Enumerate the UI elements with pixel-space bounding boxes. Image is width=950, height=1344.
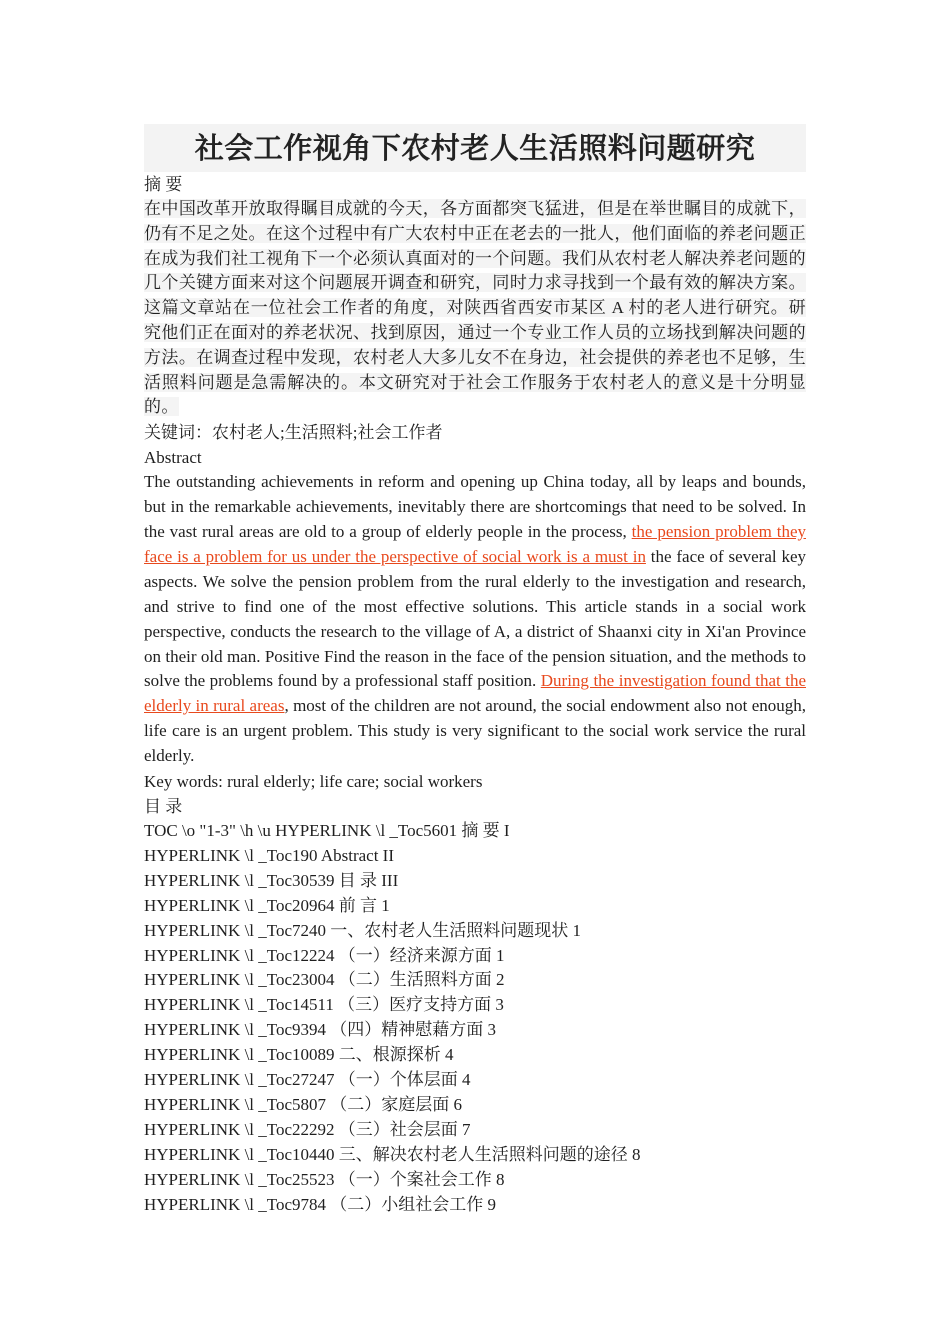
toc-entry[interactable]: HYPERLINK \l _Toc23004 （二）生活照料方面 2 bbox=[144, 970, 505, 990]
toc-entry[interactable]: HYPERLINK \l _Toc22292 （三）社会层面 7 bbox=[144, 1119, 471, 1139]
toc-entry[interactable]: HYPERLINK \l _Toc14511 （三）医疗支持方面 3 bbox=[144, 995, 504, 1015]
toc-entry[interactable]: HYPERLINK \l _Toc10089 二、根源探析 4 bbox=[144, 1045, 454, 1065]
abstract-cn-heading: 摘 要 bbox=[144, 175, 183, 194]
document-title: 社会工作视角下农村老人生活照料问题研究 bbox=[144, 124, 806, 172]
keywords-en: Key words: rural elderly; life care; social workers bbox=[144, 772, 483, 792]
toc-entry[interactable]: HYPERLINK \l _Toc25523 （一）个案社会工作 8 bbox=[144, 1169, 505, 1189]
toc-entry[interactable]: HYPERLINK \l _Toc27247 （一）个体层面 4 bbox=[144, 1070, 471, 1090]
toc-entry[interactable]: HYPERLINK \l _Toc5807 （二）家庭层面 6 bbox=[144, 1095, 463, 1115]
toc-entry[interactable]: HYPERLINK \l _Toc30539 目 录 III bbox=[144, 870, 399, 890]
abstract-en-part3: , most of the children are not around, the social endowment also not enough, life care is an urgent problem. This study is very significant to the social work service the rural elderly. bbox=[144, 696, 806, 766]
keywords-cn: 关键词：农村老人;生活照料;社会工作者 bbox=[144, 423, 443, 443]
abstract-en-text bbox=[144, 470, 806, 769]
abstract-en-highlight-2[interactable]: During the investigation found that the elderly in rural areas bbox=[144, 671, 806, 716]
toc-entry[interactable]: TOC \o "1-3" \h \u HYPERLINK \l _Toc5601 摘 要 I bbox=[144, 821, 510, 841]
toc-entry[interactable]: HYPERLINK \l _Toc190 Abstract II bbox=[144, 845, 394, 865]
toc-entry[interactable]: HYPERLINK \l _Toc9394 （四）精神慰藉方面 3 bbox=[144, 1020, 497, 1040]
abstract-cn-body: 在中国改革开放取得瞩目成就的今天，各方面都突飞猛进，但是在举世瞩目的成就下，仍有不足之处。在这个过程中有广大农村中正在老去的一批人，他们面临的养老问题正在成为我们社工视角下一个必须认真面对的一个问题。我们从农村老人解决养老问题的几个关键方面来对这个问题展开调查和研究，同时力求寻找到一个最有效的解决方案。这篇文章站在一位社会工作者的角度，对陕西省西安市某区 A 村的老人进行研究。研究他们正在面对的养老状况、找到原因，通过一个专业工作人员的立场找到解决问题的方法。在调查过程中发现，农村老人大多儿女不在身边，社会提供的养老也不足够，生活照料问题是急需解决的。本文研究对于社会工作服务于农村老人的意义是十分明显的。 bbox=[144, 199, 806, 417]
abstract-cn-text bbox=[144, 197, 806, 420]
toc-entry[interactable]: HYPERLINK \l _Toc20964 前 言 1 bbox=[144, 895, 390, 915]
toc-entry[interactable]: HYPERLINK \l _Toc9784 （二）小组社会工作 9 bbox=[144, 1194, 497, 1214]
table-of-contents bbox=[144, 819, 806, 1218]
abstract-en-highlight-1[interactable]: the pension problem they face is a problem for us under the perspective of social work is a must in bbox=[144, 521, 806, 566]
abstract-en-heading: Abstract bbox=[144, 448, 202, 468]
toc-entry[interactable]: HYPERLINK \l _Toc10440 三、解决农村老人生活照料问题的途径 8 bbox=[144, 1144, 641, 1164]
abstract-en-part1: The outstanding achievements in reform and opening up China today, all by leaps and bounds, but in the remarkable achievements, inevitably there are shortcomings that need to be solved. In the vast rural areas are old to a group of elderly people in the process, bbox=[144, 472, 806, 541]
abstract-en-part2: the face of several key aspects. We solve the pension problem from the rural elderly to the investigation and research, and strive to find one of the most effective solutions. This article stands in a social work perspective, conducts the research to the village of A, a district of Shaanxi city in Xi'an Province on their old man. Positive Find the reason in the face of the pension situation, and the methods to solve the problems found by a professional staff position. bbox=[144, 546, 806, 691]
toc-heading: 目 录 bbox=[144, 797, 183, 817]
document-page bbox=[144, 124, 806, 1218]
toc-entry[interactable]: HYPERLINK \l _Toc12224 （一）经济来源方面 1 bbox=[144, 945, 505, 965]
toc-entry[interactable]: HYPERLINK \l _Toc7240 一、农村老人生活照料问题现状 1 bbox=[144, 920, 582, 940]
